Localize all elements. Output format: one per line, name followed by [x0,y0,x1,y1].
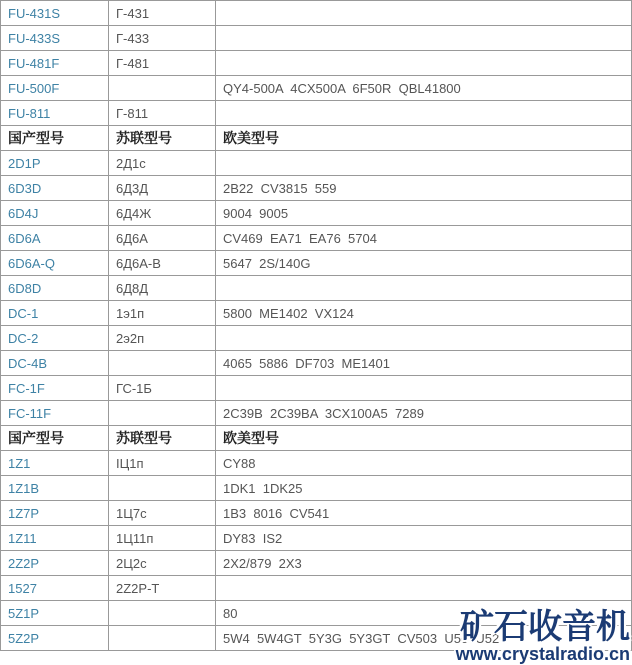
table-cell: Г-481 [109,51,216,76]
table-header-row [1,426,632,451]
watermark-site-name: 矿石收音机 [460,608,630,646]
table-cell [216,326,632,351]
table-cell: 1DK1 1DK25 [216,476,632,501]
table-header-row [1,126,632,151]
table-cell: Г-433 [109,26,216,51]
table-cell: 2Ц2с [109,551,216,576]
model-link[interactable]: 2Z2P [8,555,40,571]
table-cell: 9004 9005 [216,201,632,226]
model-link[interactable]: 1527 [8,580,37,596]
table-cell [216,26,632,51]
domestic-model-cell [1,601,109,626]
table-cell: 1Ц11п [109,526,216,551]
table-cell [216,376,632,401]
column-header-cell: 国产型号 [1,426,109,451]
table-row [1,601,632,626]
table-row [1,326,632,351]
model-link[interactable]: FC-1F [8,380,45,396]
table-cell: Г-811 [109,101,216,126]
domestic-model-cell [1,501,109,526]
table-row [1,551,632,576]
table-row [1,276,632,301]
table-row [1,401,632,426]
model-link[interactable]: 6D6A-Q [8,255,55,271]
column-header-cell: 欧美型号 [216,126,632,151]
domestic-model-cell [1,101,109,126]
table-cell [216,576,632,601]
model-link[interactable]: FU-500F [8,80,60,96]
table-row [1,151,632,176]
domestic-model-cell [1,201,109,226]
table-row [1,1,632,26]
domestic-model-cell [1,76,109,101]
model-link[interactable]: DC-4B [8,355,48,371]
table-cell: 1B3 8016 CV541 [216,501,632,526]
table-cell: 2C39B 2C39BA 3CX100A5 7289 [216,401,632,426]
domestic-model-cell [1,326,109,351]
domestic-model-cell [1,51,109,76]
table-cell: 2э2п [109,326,216,351]
table-cell: 2Д1с [109,151,216,176]
table-cell: 4065 5886 DF703 ME1401 [216,351,632,376]
table-row [1,476,632,501]
column-header-cell: 苏联型号 [109,126,216,151]
table-cell: CV469 EA71 EA76 5704 [216,226,632,251]
model-link[interactable]: DC-1 [8,305,39,321]
model-link[interactable]: 1Z1B [8,480,40,496]
domestic-model-cell [1,626,109,651]
domestic-model-cell [1,476,109,501]
model-link[interactable]: 1Z7P [8,505,40,521]
table-cell: 6Д4Ж [109,201,216,226]
model-link[interactable]: 1Z1 [8,455,31,471]
table-row [1,576,632,601]
domestic-model-cell [1,401,109,426]
model-link[interactable]: FC-11F [8,405,52,421]
table-row [1,526,632,551]
column-header-cell: 国产型号 [1,126,109,151]
table-row [1,451,632,476]
table-row [1,226,632,251]
table-cell [216,1,632,26]
watermark-site-url: www.crystalradio.cn [455,644,630,664]
table-cell [109,401,216,426]
table-cell [109,76,216,101]
table-cell [216,276,632,301]
model-link[interactable]: FU-811 [8,105,51,121]
domestic-model-cell [1,151,109,176]
table-row [1,301,632,326]
table-cell: 2B22 CV3815 559 [216,176,632,201]
table-cell: 5647 2S/140G [216,251,632,276]
table-row [1,51,632,76]
table-cell [109,601,216,626]
table-cell: 5W4 5W4GT 5Y3G 5Y3GT CV503 U50 U52 [216,626,632,651]
domestic-model-cell [1,576,109,601]
table-cell: 2X2/879 2X3 [216,551,632,576]
domestic-model-cell [1,226,109,251]
table-cell: CY88 [216,451,632,476]
domestic-model-cell [1,301,109,326]
table-cell: 2Z2P-T [109,576,216,601]
domestic-model-cell [1,526,109,551]
table-cell: 1Ц7с [109,501,216,526]
model-link[interactable]: 5Z2P [8,630,40,646]
table-cell [109,351,216,376]
domestic-model-cell [1,26,109,51]
model-link[interactable]: FU-431S [8,5,61,21]
model-link[interactable]: 6D3D [8,180,42,196]
table-cell: IЦ1п [109,451,216,476]
model-link[interactable]: DC-2 [8,330,39,346]
table-cell: Г-431 [109,1,216,26]
table-cell: 5800 ME1402 VX124 [216,301,632,326]
model-link[interactable]: FU-481F [8,55,60,71]
domestic-model-cell [1,376,109,401]
model-link[interactable]: 6D6A [8,230,41,246]
column-header-cell: 苏联型号 [109,426,216,451]
table-row [1,101,632,126]
model-link[interactable]: FU-433S [8,30,61,46]
table-cell: 6Д6А-В [109,251,216,276]
domestic-model-cell [1,276,109,301]
model-link[interactable]: 2D1P [8,155,41,171]
table-cell [216,51,632,76]
model-link[interactable]: 5Z1P [8,605,40,621]
table-row [1,201,632,226]
table-cell [109,626,216,651]
table-cell [216,101,632,126]
table-cell: 6Д3Д [109,176,216,201]
column-header-cell: 欧美型号 [216,426,632,451]
table-row [1,176,632,201]
table-row [1,26,632,51]
table-row [1,76,632,101]
domestic-model-cell [1,251,109,276]
table-row [1,501,632,526]
table-cell: 80 [216,601,632,626]
table-cell: QY4-500A 4CX500A 6F50R QBL41800 [216,76,632,101]
table-cell: 6Д8Д [109,276,216,301]
domestic-model-cell [1,351,109,376]
model-link[interactable]: 1Z11 [8,530,37,546]
domestic-model-cell [1,551,109,576]
table-cell [109,476,216,501]
domestic-model-cell [1,1,109,26]
table-cell [216,151,632,176]
domestic-model-cell [1,451,109,476]
domestic-model-cell [1,176,109,201]
table-row [1,626,632,651]
table-cell: 6Д6А [109,226,216,251]
table-row [1,376,632,401]
table-cell: ГС-1Б [109,376,216,401]
table-row [1,351,632,376]
model-link[interactable]: 6D4J [8,205,39,221]
table-cell: DY83 IS2 [216,526,632,551]
table-cell: 1э1п [109,301,216,326]
model-link[interactable]: 6D8D [8,280,42,296]
table-row [1,251,632,276]
